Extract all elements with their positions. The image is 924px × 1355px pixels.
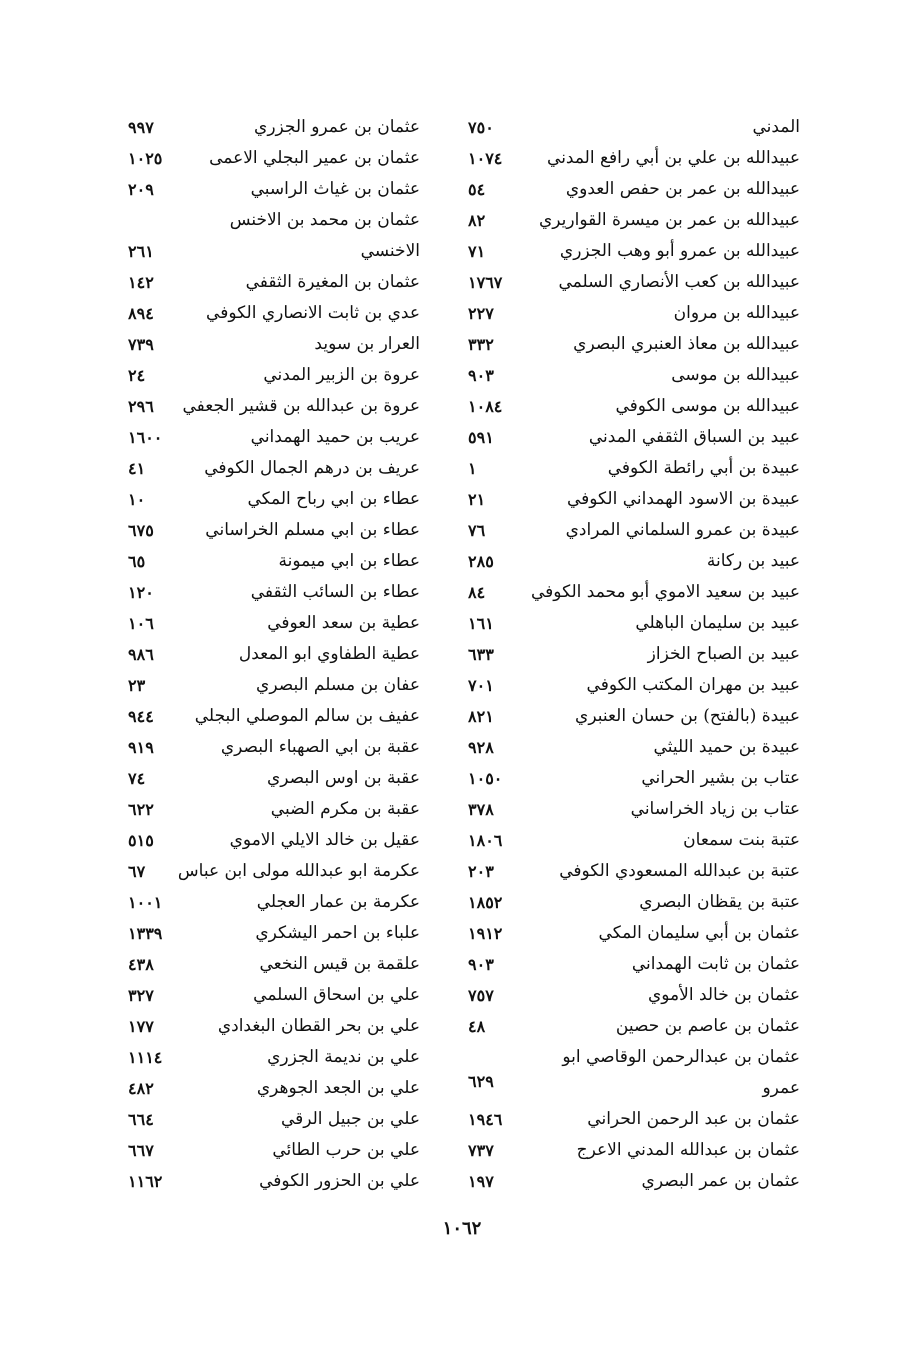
index-entry <box>460 484 800 515</box>
entry-name: عثمان بن عبدالرحمن الوقاصي ابو <box>562 1047 800 1067</box>
index-entry <box>460 949 800 980</box>
entry-page-number: ٣٣٢ <box>468 335 494 354</box>
entry-name: عطاء بن ابي مسلم الخراساني <box>205 520 420 540</box>
index-entry <box>460 701 800 732</box>
index-entry <box>460 732 800 763</box>
index-entry <box>460 670 800 701</box>
page-number: ١٠٦٢ <box>442 1218 482 1239</box>
index-entry <box>120 825 420 856</box>
entry-page-number: ٤١ <box>128 459 146 478</box>
index-entry <box>460 856 800 887</box>
entry-page-number: ٩٩٧ <box>128 118 154 137</box>
entry-name: عريب بن حميد الهمداني <box>250 427 420 447</box>
entry-page-number: ٤٣٨ <box>128 955 154 974</box>
entry-name: علباء بن احمر اليشكري <box>255 923 420 943</box>
index-entry <box>120 1135 420 1166</box>
entry-page-number: ٢٠٩ <box>128 180 154 199</box>
index-entry <box>460 794 800 825</box>
entry-name: عقبة بن مكرم الضبي <box>270 799 420 819</box>
index-entry <box>460 236 800 267</box>
index-entry <box>120 763 420 794</box>
entry-name: علي بن بحر القطان البغدادي <box>217 1016 420 1036</box>
index-entry <box>460 1104 800 1135</box>
index-entry <box>120 856 420 887</box>
entry-page-number: ٣٧٨ <box>468 800 494 819</box>
entry-name: عبيد بن مهران المكتب الكوفي <box>586 675 800 695</box>
entry-name: علي بن الجعد الجوهري <box>256 1078 420 1098</box>
entry-page-number: ٢٢٧ <box>468 304 494 323</box>
index-entry <box>120 174 420 205</box>
index-entry <box>120 484 420 515</box>
entry-name: عدي بن ثابت الانصاري الكوفي <box>206 303 420 323</box>
entry-page-number: ١١٦٢ <box>128 1172 163 1191</box>
entry-page-number: ٧٣٩ <box>128 335 154 354</box>
index-entry <box>460 546 800 577</box>
entry-name: عبيدالله بن علي بن أبي رافع المدني <box>547 148 800 168</box>
entry-page-number: ٦٢٢ <box>128 800 154 819</box>
entry-name: عبيد بن ركانة <box>706 551 800 571</box>
entry-name: عثمان بن عمير البجلي الاعمى <box>209 148 420 168</box>
entry-page-number: ١١١٤ <box>128 1048 163 1067</box>
entry-name: عروة بن الزبير المدني <box>263 365 420 385</box>
entry-name: عتاب بن بشير الحراني <box>641 768 800 788</box>
index-entry <box>120 701 420 732</box>
index-entry <box>460 112 800 143</box>
entry-page-number: ٤٨ <box>468 1017 486 1036</box>
entry-page-number: ١٠٢٥ <box>128 149 163 168</box>
entry-page-number: ١٦١ <box>468 614 494 633</box>
entry-name: عبيدالله بن مروان <box>673 303 800 323</box>
index-entry <box>460 267 800 298</box>
entry-name: عطاء بن ابي ميمونة <box>278 551 420 571</box>
index-entry <box>120 1104 420 1135</box>
entry-page-number: ١٢٠ <box>128 583 154 602</box>
index-entry <box>120 453 420 484</box>
entry-name: عبيد بن الصباح الخزاز <box>647 644 800 664</box>
entry-name: عبيدة بن أبي رائطة الكوفي <box>607 458 800 478</box>
entry-page-number: ٢٨٥ <box>468 552 494 571</box>
index-entry <box>460 887 800 918</box>
entry-name: عريف بن درهم الجمال الكوفي <box>204 458 420 478</box>
entry-name: عثمان بن غياث الراسبي <box>250 179 420 199</box>
entry-page-number: ١٠٥٠ <box>468 769 503 788</box>
index-entry <box>120 267 420 298</box>
entry-page-number: ٥٤ <box>468 180 486 199</box>
entry-page-number: ٩٠٣ <box>468 366 494 385</box>
entry-page-number: ٧٠١ <box>468 676 494 695</box>
entry-name: عبيدالله بن معاذ العنبري البصري <box>573 334 800 354</box>
index-entry <box>460 329 800 360</box>
index-entry <box>120 515 420 546</box>
index-entry <box>460 205 800 236</box>
entry-name: عبيدة (بالفتح) بن حسان العنبري <box>575 706 800 726</box>
index-entry <box>120 577 420 608</box>
index-entry <box>460 980 800 1011</box>
entry-name: عطية بن سعد العوفي <box>267 613 420 633</box>
entry-page-number: ١٩٧ <box>468 1172 494 1191</box>
entry-page-number: ٧٥٧ <box>468 986 494 1005</box>
entry-name: عطاء بن ابي رباح المكي <box>247 489 420 509</box>
entry-page-number: ٦٦٧ <box>128 1141 154 1160</box>
index-entry <box>120 422 420 453</box>
index-entry <box>460 825 800 856</box>
entry-name: علي بن جبيل الرقي <box>280 1109 420 1129</box>
entry-name: عتاب بن زياد الخراساني <box>630 799 800 819</box>
index-entry <box>460 1166 800 1197</box>
entry-name: عبيدالله بن موسى الكوفي <box>615 396 800 416</box>
entry-name: عثمان بن المغيرة الثقفي <box>245 272 420 292</box>
entry-name: عبيدالله بن موسى <box>671 365 800 385</box>
entry-name: عبيد بن سليمان الباهلي <box>635 613 800 633</box>
entry-page-number: ١٠٠١ <box>128 893 163 912</box>
index-entry <box>120 639 420 670</box>
index-entry <box>120 112 420 143</box>
entry-name: عبيدة بن عمرو السلماني المرادي <box>565 520 800 540</box>
entry-page-number: ٧٦ <box>468 521 486 540</box>
entry-page-number: ٦٢٩ <box>468 1072 494 1091</box>
index-entry <box>460 298 800 329</box>
index-entry <box>120 143 420 174</box>
index-entry <box>460 391 800 422</box>
entry-page-number: ٨٢١ <box>468 707 494 726</box>
index-entry <box>460 1042 800 1104</box>
entry-name: علقمة بن قيس النخعي <box>259 954 420 974</box>
index-entry <box>120 546 420 577</box>
index-column-left <box>120 112 420 1197</box>
entry-page-number: ١٠ <box>128 490 146 509</box>
entry-page-number: ٦٥ <box>128 552 146 571</box>
index-entry <box>460 422 800 453</box>
entry-page-number: ١٩١٢ <box>468 924 503 943</box>
entry-name: عبيدالله بن كعب الأنصاري السلمي <box>558 272 800 292</box>
index-entry <box>460 1011 800 1042</box>
index-entry <box>460 515 800 546</box>
entry-page-number: ١٩٤٦ <box>468 1110 503 1129</box>
entry-page-number: ٤٨٢ <box>128 1079 154 1098</box>
index-entry <box>120 1011 420 1042</box>
entry-name: عبيدة بن الاسود الهمداني الكوفي <box>566 489 800 509</box>
index-entry <box>120 1073 420 1104</box>
index-entry <box>120 732 420 763</box>
entry-name: علي بن اسحاق السلمي <box>253 985 420 1005</box>
entry-page-number: ٨٤ <box>468 583 486 602</box>
index-entry <box>460 174 800 205</box>
entry-page-number: ١٧٦٧ <box>468 273 503 292</box>
entry-name: عثمان بن خالد الأموي <box>647 985 800 1005</box>
entry-page-number: ٦٧٥ <box>128 521 154 540</box>
entry-name: علي بن حرب الطائي <box>272 1140 420 1160</box>
entry-name: عتبة بنت سمعان <box>683 830 800 850</box>
entry-page-number: ٧٤ <box>128 769 146 788</box>
entry-name: عكرمة بن عمار العجلي <box>256 892 420 912</box>
entry-page-number: ٩١٩ <box>128 738 154 757</box>
index-entry <box>460 918 800 949</box>
entry-name: عثمان بن عمرو الجزري <box>254 117 420 137</box>
entry-name: العرار بن سويد <box>314 334 420 354</box>
entry-page-number: ١٨٠٦ <box>468 831 503 850</box>
entry-page-number: ٧٣٧ <box>468 1141 494 1160</box>
index-entry <box>460 143 800 174</box>
entry-name: عتبة بن يقظان البصري <box>639 892 800 912</box>
entry-page-number: ٦٣٣ <box>468 645 494 664</box>
index-entry <box>120 1166 420 1197</box>
entry-name: عقبة بن ابي الصهباء البصري <box>220 737 420 757</box>
entry-name: عبيدالله بن عمرو أبو وهب الجزري <box>559 241 800 261</box>
entry-name: عثمان بن عمر البصري <box>641 1171 800 1191</box>
entry-page-number: ٢٦١ <box>128 242 154 261</box>
entry-page-number: ٦٧ <box>128 862 146 881</box>
entry-page-number: ٩٤٤ <box>128 707 154 726</box>
entry-name: عثمان بن عاصم بن حصين <box>615 1016 800 1036</box>
entry-name: عثمان بن عبد الرحمن الحراني <box>587 1109 800 1129</box>
entry-name: عطاء بن السائب الثقفي <box>250 582 420 602</box>
entry-page-number: ٩٠٣ <box>468 955 494 974</box>
entry-name: عقيل بن خالد الايلي الاموي <box>229 830 420 850</box>
entry-page-number: ١٦٠٠ <box>128 428 163 447</box>
entry-page-number: ١٠٦ <box>128 614 154 633</box>
index-entry <box>120 205 420 236</box>
entry-name: علي بن نديمة الجزري <box>267 1047 420 1067</box>
entry-name: عثمان بن ثابت الهمداني <box>631 954 800 974</box>
index-entry <box>120 298 420 329</box>
entry-page-number: ٩٨٦ <box>128 645 154 664</box>
entry-name: الاخنسي <box>360 241 420 261</box>
index-entry <box>120 360 420 391</box>
entry-page-number: ٥١٥ <box>128 831 154 850</box>
entry-name: عبيد بن سعيد الاموي أبو محمد الكوفي <box>531 582 800 602</box>
index-entry <box>460 639 800 670</box>
index-entry <box>120 949 420 980</box>
index-entry <box>460 608 800 639</box>
index-entry <box>460 453 800 484</box>
index-entry <box>460 763 800 794</box>
entry-page-number: ٨٢ <box>468 211 486 230</box>
entry-name: المدني <box>752 117 800 137</box>
entry-name: عفيف بن سالم الموصلي البجلي <box>194 706 420 726</box>
index-entry <box>120 1042 420 1073</box>
index-entry <box>120 236 420 267</box>
entry-name: عطية الطفاوي ابو المعدل <box>238 644 420 664</box>
entry-page-number: ٦٦٤ <box>128 1110 154 1129</box>
entry-page-number: ١٨٥٢ <box>468 893 503 912</box>
index-entry <box>460 360 800 391</box>
index-entry <box>120 670 420 701</box>
entry-name: عبيدالله بن عمر بن حفص العدوي <box>565 179 800 199</box>
index-column-right <box>460 112 800 1197</box>
entry-page-number: ١٧٧ <box>128 1017 154 1036</box>
entry-page-number: ٣٢٧ <box>128 986 154 1005</box>
entry-page-number: ١٤٢ <box>128 273 154 292</box>
entry-page-number: ٧١ <box>468 242 486 261</box>
entry-page-number: ٢١ <box>468 490 486 509</box>
entry-page-number: ٢٤ <box>128 366 146 385</box>
entry-page-number: ١ <box>468 459 477 478</box>
entry-page-number: ٢٠٣ <box>468 862 494 881</box>
index-entry <box>120 608 420 639</box>
index-entry <box>120 391 420 422</box>
entry-name: علي بن الحزور الكوفي <box>259 1171 420 1191</box>
entry-name: عبيدة بن حميد الليثي <box>653 737 800 757</box>
entry-page-number: ٩٢٨ <box>468 738 494 757</box>
index-entry <box>120 918 420 949</box>
entry-page-number: ٥٩١ <box>468 428 494 447</box>
entry-name-continued: عمرو <box>762 1078 800 1098</box>
entry-page-number: ٢٩٦ <box>128 397 154 416</box>
entry-name: عقبة بن اوس البصري <box>266 768 420 788</box>
entry-page-number: ٨٩٤ <box>128 304 154 323</box>
entry-name: عتبة بن عبدالله المسعودي الكوفي <box>559 861 800 881</box>
entry-name: عفان بن مسلم البصري <box>256 675 420 695</box>
entry-name: عروة بن عبدالله بن قشير الجعفي <box>182 396 420 416</box>
entry-page-number: ٢٣ <box>128 676 146 695</box>
entry-name: عثمان بن أبي سليمان المكي <box>598 923 800 943</box>
entry-page-number: ٧٥٠ <box>468 118 494 137</box>
entry-name: عبيد بن السباق الثقفي المدني <box>588 427 800 447</box>
index-entry <box>120 980 420 1011</box>
index-entry <box>120 794 420 825</box>
entry-name: عكرمة ابو عبدالله مولى ابن عباس <box>177 861 420 881</box>
entry-page-number: ١٠٨٤ <box>468 397 503 416</box>
index-entry <box>460 1135 800 1166</box>
entry-name: عثمان بن عبدالله المدني الاعرج <box>576 1140 800 1160</box>
entry-page-number: ١٠٧٤ <box>468 149 503 168</box>
entry-name: عثمان بن محمد بن الاخنس <box>229 210 420 230</box>
entry-name: عبيدالله بن عمر بن ميسرة القواريري <box>538 210 800 230</box>
index-entry <box>120 329 420 360</box>
index-entry <box>120 887 420 918</box>
index-entry <box>460 577 800 608</box>
entry-page-number: ١٣٣٩ <box>128 924 163 943</box>
